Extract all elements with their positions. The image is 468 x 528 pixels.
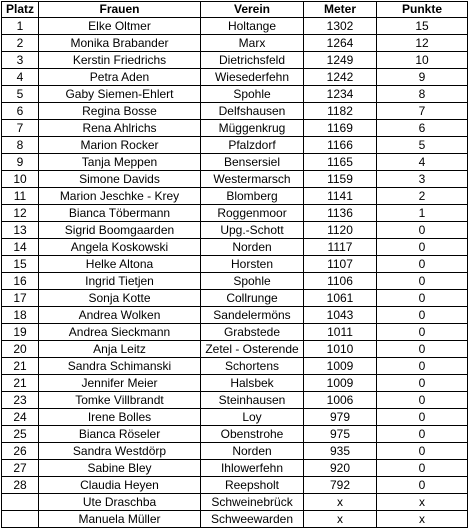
table-row xyxy=(2,511,468,528)
cell-verein: Marx xyxy=(201,35,304,52)
cell-punkte: 0 xyxy=(377,256,468,273)
cell-verein: Horsten xyxy=(201,256,304,273)
header-row xyxy=(2,2,468,18)
cell-punkte: 0 xyxy=(377,409,468,426)
cell-platz: 7 xyxy=(2,120,39,137)
table-row xyxy=(2,239,468,256)
cell-name: Manuela Müller xyxy=(39,511,201,528)
cell-name: Petra Aden xyxy=(39,69,201,86)
cell-platz: 19 xyxy=(2,324,39,341)
cell-platz xyxy=(2,494,39,511)
table-row xyxy=(2,426,468,443)
cell-verein: Delfshausen xyxy=(201,103,304,120)
cell-name: Simone Davids xyxy=(39,171,201,188)
cell-meter: 1302 xyxy=(304,18,377,35)
cell-punkte: 7 xyxy=(377,103,468,120)
cell-name: Andrea Sieckmann xyxy=(39,324,201,341)
cell-punkte: 8 xyxy=(377,86,468,103)
cell-punkte: 0 xyxy=(377,290,468,307)
table-row xyxy=(2,375,468,392)
cell-verein: Dietrichsfeld xyxy=(201,52,304,69)
cell-verein: Collrunge xyxy=(201,290,304,307)
cell-platz: 12 xyxy=(2,205,39,222)
cell-meter: 1234 xyxy=(304,86,377,103)
cell-platz: 3 xyxy=(2,52,39,69)
cell-punkte: 0 xyxy=(377,358,468,375)
cell-name: Marion Jeschke - Krey xyxy=(39,188,201,205)
cell-punkte: 0 xyxy=(377,324,468,341)
cell-platz: 5 xyxy=(2,86,39,103)
cell-verein: Blomberg xyxy=(201,188,304,205)
cell-verein: Wiesederfehn xyxy=(201,69,304,86)
cell-platz: 11 xyxy=(2,188,39,205)
cell-punkte: 0 xyxy=(377,307,468,324)
cell-verein: Bensersiel xyxy=(201,154,304,171)
table-row xyxy=(2,290,468,307)
cell-name: Andrea Wolken xyxy=(39,307,201,324)
cell-verein: Holtange xyxy=(201,18,304,35)
cell-punkte: 4 xyxy=(377,154,468,171)
cell-verein: Pfalzdorf xyxy=(201,137,304,154)
table-row xyxy=(2,120,468,137)
cell-platz: 16 xyxy=(2,273,39,290)
cell-platz: 24 xyxy=(2,409,39,426)
cell-punkte: 0 xyxy=(377,460,468,477)
cell-name: Sandra Westdörp xyxy=(39,443,201,460)
cell-name: Sandra Schimanski xyxy=(39,358,201,375)
table-row xyxy=(2,52,468,69)
cell-meter: 1117 xyxy=(304,239,377,256)
cell-platz: 6 xyxy=(2,103,39,120)
cell-verein: Schweinebrück xyxy=(201,494,304,511)
header-platz: Platz xyxy=(2,2,39,18)
cell-punkte: 1 xyxy=(377,205,468,222)
cell-name: Ute Draschba xyxy=(39,494,201,511)
cell-platz: 15 xyxy=(2,256,39,273)
cell-meter: 1165 xyxy=(304,154,377,171)
cell-meter: x xyxy=(304,511,377,528)
cell-name: Gaby Siemen-Ehlert xyxy=(39,86,201,103)
cell-meter: 1006 xyxy=(304,392,377,409)
cell-meter: 1136 xyxy=(304,205,377,222)
table-row xyxy=(2,358,468,375)
table-row xyxy=(2,18,468,35)
cell-meter: 1249 xyxy=(304,52,377,69)
cell-verein: Reepsholt xyxy=(201,477,304,494)
cell-verein: Upg.-Schott xyxy=(201,222,304,239)
table-row xyxy=(2,443,468,460)
cell-platz: 8 xyxy=(2,137,39,154)
cell-meter: 1106 xyxy=(304,273,377,290)
cell-punkte: 3 xyxy=(377,171,468,188)
cell-verein: Ihlowerfehn xyxy=(201,460,304,477)
cell-verein: Halsbek xyxy=(201,375,304,392)
cell-name: Sabine Bley xyxy=(39,460,201,477)
cell-meter: 975 xyxy=(304,426,377,443)
header-punkte: Punkte xyxy=(377,2,468,18)
cell-verein: Sandelermöns xyxy=(201,307,304,324)
cell-meter: 1141 xyxy=(304,188,377,205)
cell-verein: Westermarsch xyxy=(201,171,304,188)
cell-platz: 13 xyxy=(2,222,39,239)
cell-name: Bianca Töbermann xyxy=(39,205,201,222)
cell-meter: 1061 xyxy=(304,290,377,307)
cell-punkte: 0 xyxy=(377,222,468,239)
cell-meter: 1182 xyxy=(304,103,377,120)
cell-verein: Roggenmoor xyxy=(201,205,304,222)
cell-verein: Spohle xyxy=(201,273,304,290)
cell-punkte: x xyxy=(377,511,468,528)
cell-meter: 1011 xyxy=(304,324,377,341)
cell-meter: x xyxy=(304,494,377,511)
table-row xyxy=(2,137,468,154)
cell-platz: 17 xyxy=(2,290,39,307)
cell-punkte: 0 xyxy=(377,341,468,358)
table-row xyxy=(2,35,468,52)
cell-name: Claudia Heyen xyxy=(39,477,201,494)
cell-punkte: 2 xyxy=(377,188,468,205)
cell-punkte: 0 xyxy=(377,392,468,409)
cell-punkte: 9 xyxy=(377,69,468,86)
cell-verein: Schortens xyxy=(201,358,304,375)
cell-name: Tomke Villbrandt xyxy=(39,392,201,409)
cell-meter: 1166 xyxy=(304,137,377,154)
cell-verein: Norden xyxy=(201,443,304,460)
cell-verein: Grabstede xyxy=(201,324,304,341)
cell-verein: Obenstrohe xyxy=(201,426,304,443)
table-row xyxy=(2,409,468,426)
cell-meter: 1009 xyxy=(304,375,377,392)
cell-platz: 27 xyxy=(2,460,39,477)
cell-platz: 14 xyxy=(2,239,39,256)
cell-name: Irene Bolles xyxy=(39,409,201,426)
cell-platz: 26 xyxy=(2,443,39,460)
table-row xyxy=(2,171,468,188)
table-row xyxy=(2,460,468,477)
cell-platz: 2 xyxy=(2,35,39,52)
table-row xyxy=(2,222,468,239)
table-row xyxy=(2,256,468,273)
cell-meter: 979 xyxy=(304,409,377,426)
cell-platz: 25 xyxy=(2,426,39,443)
cell-punkte: 12 xyxy=(377,35,468,52)
table-row xyxy=(2,392,468,409)
cell-platz: 21 xyxy=(2,375,39,392)
cell-punkte: 0 xyxy=(377,477,468,494)
cell-name: Rena Ahlrichs xyxy=(39,120,201,137)
cell-platz: 9 xyxy=(2,154,39,171)
cell-name: Sigrid Boomgaarden xyxy=(39,222,201,239)
cell-verein: Loy xyxy=(201,409,304,426)
cell-punkte: 5 xyxy=(377,137,468,154)
cell-meter: 1043 xyxy=(304,307,377,324)
cell-punkte: x xyxy=(377,494,468,511)
cell-name: Bianca Röseler xyxy=(39,426,201,443)
table-row xyxy=(2,103,468,120)
table-row xyxy=(2,205,468,222)
cell-name: Elke Oltmer xyxy=(39,18,201,35)
cell-name: Marion Rocker xyxy=(39,137,201,154)
cell-name: Ingrid Tietjen xyxy=(39,273,201,290)
cell-meter: 1169 xyxy=(304,120,377,137)
table-row xyxy=(2,341,468,358)
cell-name: Anja Leitz xyxy=(39,341,201,358)
cell-meter: 792 xyxy=(304,477,377,494)
cell-verein: Spohle xyxy=(201,86,304,103)
results-table xyxy=(1,1,468,528)
cell-platz: 1 xyxy=(2,18,39,35)
cell-meter: 1159 xyxy=(304,171,377,188)
cell-meter: 1010 xyxy=(304,341,377,358)
cell-punkte: 0 xyxy=(377,426,468,443)
cell-punkte: 0 xyxy=(377,239,468,256)
cell-punkte: 0 xyxy=(377,443,468,460)
cell-platz xyxy=(2,511,39,528)
cell-meter: 1264 xyxy=(304,35,377,52)
cell-platz: 23 xyxy=(2,392,39,409)
cell-meter: 1120 xyxy=(304,222,377,239)
table-body xyxy=(2,18,468,528)
cell-name: Angela Koskowski xyxy=(39,239,201,256)
cell-punkte: 15 xyxy=(377,18,468,35)
cell-platz: 18 xyxy=(2,307,39,324)
cell-verein: Steinhausen xyxy=(201,392,304,409)
cell-punkte: 0 xyxy=(377,273,468,290)
cell-punkte: 0 xyxy=(377,375,468,392)
cell-platz: 21 xyxy=(2,358,39,375)
table-row xyxy=(2,188,468,205)
header-verein: Verein xyxy=(201,2,304,18)
table-row xyxy=(2,86,468,103)
cell-verein: Norden xyxy=(201,239,304,256)
cell-platz: 20 xyxy=(2,341,39,358)
cell-verein: Zetel - Osterende xyxy=(201,341,304,358)
cell-meter: 1009 xyxy=(304,358,377,375)
cell-name: Regina Bosse xyxy=(39,103,201,120)
cell-platz: 28 xyxy=(2,477,39,494)
table-row xyxy=(2,69,468,86)
header-frauen: Frauen xyxy=(39,2,201,18)
cell-punkte: 10 xyxy=(377,52,468,69)
cell-punkte: 6 xyxy=(377,120,468,137)
table-row xyxy=(2,273,468,290)
table-row xyxy=(2,154,468,171)
cell-meter: 920 xyxy=(304,460,377,477)
table-row xyxy=(2,494,468,511)
cell-meter: 935 xyxy=(304,443,377,460)
table-row xyxy=(2,477,468,494)
cell-name: Monika Brabander xyxy=(39,35,201,52)
table-row xyxy=(2,324,468,341)
cell-meter: 1107 xyxy=(304,256,377,273)
cell-name: Kerstin Friedrichs xyxy=(39,52,201,69)
cell-verein: Schweewarden xyxy=(201,511,304,528)
cell-name: Tanja Meppen xyxy=(39,154,201,171)
table-row xyxy=(2,307,468,324)
cell-name: Sonja Kotte xyxy=(39,290,201,307)
cell-platz: 4 xyxy=(2,69,39,86)
cell-name: Jennifer Meier xyxy=(39,375,201,392)
table-header xyxy=(2,2,468,18)
header-meter: Meter xyxy=(304,2,377,18)
cell-platz: 10 xyxy=(2,171,39,188)
cell-meter: 1242 xyxy=(304,69,377,86)
cell-verein: Müggenkrug xyxy=(201,120,304,137)
cell-name: Helke Altona xyxy=(39,256,201,273)
